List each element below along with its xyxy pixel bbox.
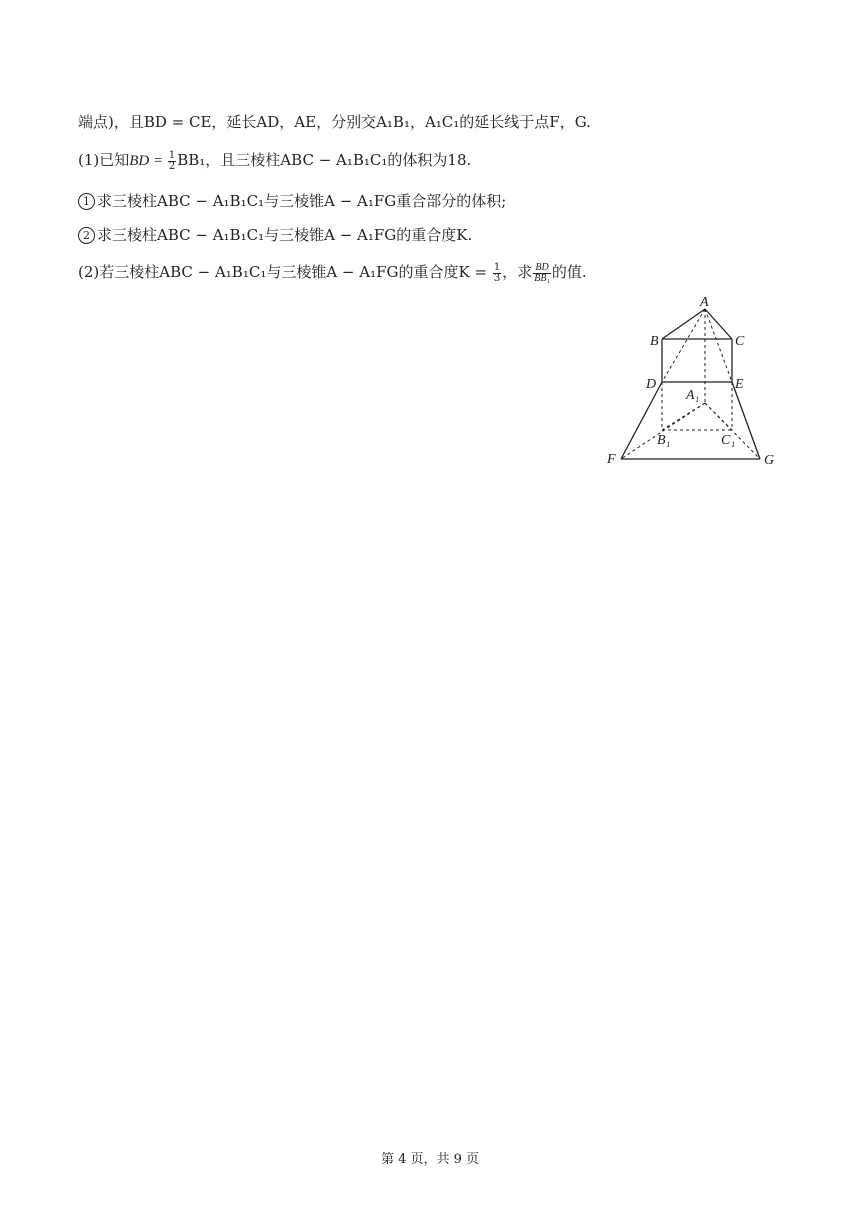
part2-tail: 的值. bbox=[551, 263, 587, 281]
label-E: E bbox=[735, 377, 744, 392]
question-2-text: 求三棱柱ABC − A₁B₁C₁与三棱锥A − A₁FG的重合度K. bbox=[97, 226, 473, 244]
ratio-numerator: BD bbox=[533, 263, 551, 274]
part2-fraction bbox=[493, 263, 501, 284]
fraction-numerator: 1 bbox=[168, 149, 176, 161]
part1-fraction bbox=[168, 151, 176, 172]
circled-number-1: 1 bbox=[78, 193, 95, 210]
label-C: C bbox=[735, 334, 745, 349]
part1-label: (1)已知 bbox=[78, 151, 130, 169]
question-1-line bbox=[78, 191, 506, 211]
edge-AE bbox=[705, 309, 732, 382]
fraction-denominator: 3 bbox=[493, 272, 501, 284]
edge-AB bbox=[662, 309, 705, 339]
edge-AC bbox=[705, 309, 732, 339]
label-G: G bbox=[764, 453, 775, 468]
part1-condition: BD = bbox=[129, 153, 167, 169]
edge-A1F bbox=[621, 403, 705, 459]
part1-tail: BB₁，且三棱柱ABC − A₁B₁C₁的体积为18. bbox=[177, 151, 472, 169]
label-C1: C₁ bbox=[721, 433, 736, 448]
part2-mid: ，求 bbox=[502, 263, 533, 281]
intro-line bbox=[78, 112, 591, 132]
fraction-denominator: 2 bbox=[168, 160, 176, 172]
page-footer: 第 4 页，共 9 页 bbox=[380, 1152, 480, 1167]
prism-pyramid-figure bbox=[600, 290, 790, 475]
label-F: F bbox=[607, 452, 616, 467]
circled-number-2: 2 bbox=[78, 227, 95, 244]
edge-DF bbox=[621, 382, 662, 459]
edge-A1G bbox=[705, 403, 760, 459]
fraction-numerator: 1 bbox=[493, 261, 501, 273]
intro-text: 端点)，且BD = CE，延长AD，AE，分别交A₁B₁，A₁C₁的延长线于点F，G. bbox=[78, 113, 591, 131]
label-D: D bbox=[646, 377, 657, 392]
part2-head: (2)若三棱柱ABC − A₁B₁C₁与三棱锥A − A₁FG的重合度K = bbox=[78, 263, 492, 281]
question-2-line bbox=[78, 225, 472, 245]
edge-AD bbox=[662, 309, 705, 382]
label-A1: A₁ bbox=[686, 388, 700, 403]
label-B: B bbox=[650, 334, 659, 349]
part2-line bbox=[78, 262, 587, 284]
label-A: A bbox=[700, 295, 709, 310]
label-B1: B₁ bbox=[657, 433, 671, 448]
question-1-text: 求三棱柱ABC − A₁B₁C₁与三棱锥A − A₁FG重合部分的体积; bbox=[97, 192, 507, 210]
ratio-denominator: BB₁ bbox=[534, 272, 550, 284]
edge-EG bbox=[732, 382, 760, 459]
part1-line bbox=[78, 150, 471, 172]
ratio-fraction bbox=[533, 263, 551, 284]
